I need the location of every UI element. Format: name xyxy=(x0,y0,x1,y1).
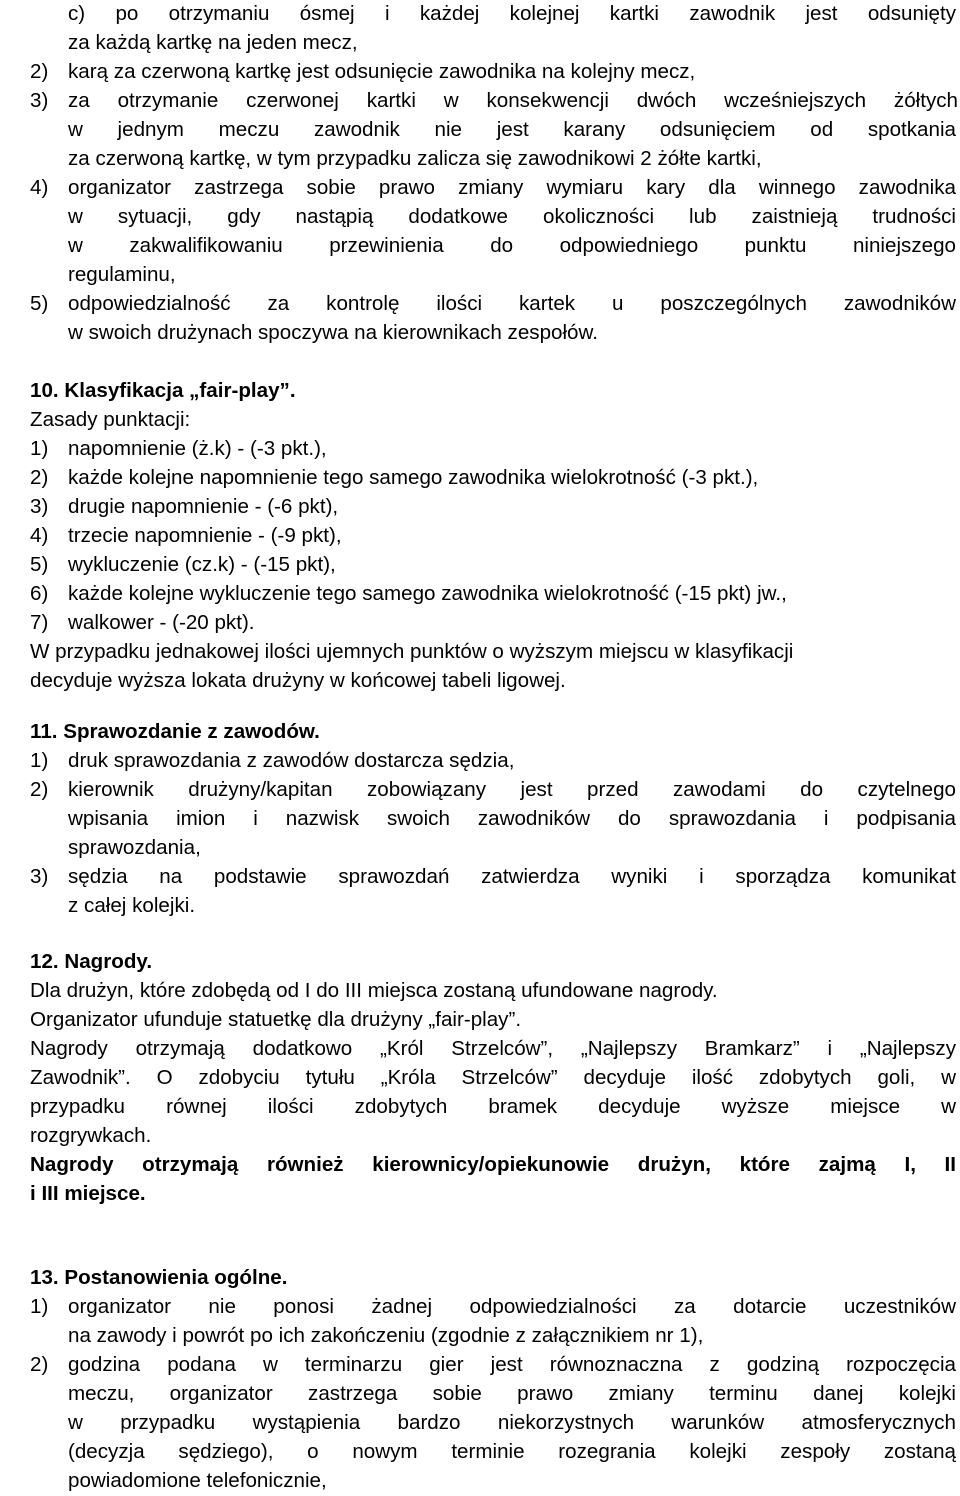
item-number: 6) xyxy=(30,582,49,606)
item-text: powiadomione telefonicznie, xyxy=(68,1469,327,1493)
list-item xyxy=(0,464,960,493)
item-text: wykluczenie (cz.k) - (-15 pkt), xyxy=(68,553,336,577)
item-text: trzecie napomnienie - (-9 pkt), xyxy=(68,524,342,548)
list-item xyxy=(0,435,960,464)
item-text: każde kolejne wykluczenie tego samego zawodnika wielokrotność (-15 pkt) jw., xyxy=(68,582,787,606)
paragraph-line: rozgrywkach. xyxy=(30,1124,152,1148)
item-text: każde kolejne napomnienie tego samego zawodnika wielokrotność (-3 pkt.), xyxy=(68,466,759,490)
text-line xyxy=(0,406,960,435)
item-number: 5) xyxy=(30,292,49,316)
item-text: (decyzja sędziego), o nowym terminie rozegrania kolejki zespoły zostaną xyxy=(68,1440,956,1463)
item-text: w jednym meczu zawodnik nie jest karany odsunięciem od spotkania xyxy=(68,118,956,141)
text-line xyxy=(0,1006,960,1035)
section-note: decyduje wyższa lokata drużyny w końcowej tabeli ligowej. xyxy=(30,669,566,693)
list-item xyxy=(0,776,960,805)
item-number: 2) xyxy=(30,778,49,802)
item-number: 1) xyxy=(30,437,49,461)
item-text: w zakwalifikowaniu przewinienia do odpowiedniego punktu niniejszego xyxy=(68,234,956,257)
item-number: 2) xyxy=(30,466,49,490)
item-text: godzina podana w terminarzu gier jest równoznaczna z godziną rozpoczęcia xyxy=(68,1353,956,1376)
item-text: organizator nie ponosi żadnej odpowiedzialności za dotarcie uczestników xyxy=(68,1295,956,1318)
item-number: 1) xyxy=(30,1295,49,1319)
list-item xyxy=(0,580,960,609)
item-text: walkower - (-20 pkt). xyxy=(68,611,255,635)
item-text: sprawozdania, xyxy=(68,836,201,860)
list-item xyxy=(0,290,960,319)
item-number: 3) xyxy=(30,495,49,519)
text-line xyxy=(0,1064,960,1093)
item-text: w swoich drużynach spoczywa na kierownikach zespołów. xyxy=(68,321,598,345)
paragraph-line: Dla drużyn, które zdobędą od I do III miejsca zostaną ufundowane nagrody. xyxy=(30,979,718,1003)
section-title: 12. Nagrody. xyxy=(30,950,153,974)
item-c-line-1: c) po otrzymaniu ósmej i każdej kolejnej kartki zawodnik jest odsunięty xyxy=(68,2,956,25)
text-line xyxy=(0,1180,960,1209)
item-text: kierownik drużyny/kapitan zobowiązany jest przed zawodami do czytelnego xyxy=(68,778,956,801)
item-number: 5) xyxy=(30,553,49,577)
section-heading xyxy=(0,948,960,977)
item-number: 2) xyxy=(30,60,49,84)
item-number: 4) xyxy=(30,524,49,548)
item-text: z całej kolejki. xyxy=(68,894,196,918)
list-item xyxy=(0,174,960,203)
text-line xyxy=(0,1093,960,1122)
item-number: 3) xyxy=(30,865,49,889)
text-line xyxy=(0,116,960,145)
text-line xyxy=(0,1380,960,1409)
paragraph-line: Zawodnik”. O zdobyciu tytułu „Króla Strzelców” decyduje ilość zdobytych goli, w xyxy=(30,1066,956,1089)
text-line xyxy=(0,1122,960,1151)
section-heading xyxy=(0,377,960,406)
list-item xyxy=(0,609,960,638)
text-line xyxy=(0,145,960,174)
section-note: W przypadku jednakowej ilości ujemnych punktów o wyższym miejscu w klasyfikacji xyxy=(30,640,794,664)
item-number: 4) xyxy=(30,176,49,200)
item-number: 1) xyxy=(30,749,49,773)
list-item xyxy=(0,1351,960,1380)
list-item xyxy=(0,58,960,87)
item-text: regulaminu, xyxy=(68,263,176,287)
text-line xyxy=(0,977,960,1006)
text-line xyxy=(0,1151,960,1180)
list-item xyxy=(0,522,960,551)
text-line xyxy=(0,1322,960,1351)
bold-paragraph-line: Nagrody otrzymają również kierownicy/opiekunowie drużyn, które zajmą I, II xyxy=(30,1153,956,1176)
bold-paragraph-line: i III miejsce. xyxy=(30,1182,146,1206)
section-intro: Zasady punktacji: xyxy=(30,408,191,432)
section-title: 13. Postanowienia ogólne. xyxy=(30,1266,288,1290)
paragraph-line: Organizator ufunduje statuetkę dla drużyny „fair-play”. xyxy=(30,1008,522,1032)
paragraph-line: Nagrody otrzymają dodatkowo „Król Strzelców”, „Najlepszy Bramkarz” i „Najlepszy xyxy=(30,1037,956,1060)
text-line xyxy=(0,1035,960,1064)
text-line xyxy=(0,1438,960,1467)
item-text: za otrzymanie czerwonej kartki w konsekwencji dwóch wcześniejszych żółtych xyxy=(68,89,958,112)
list-item xyxy=(0,1293,960,1322)
text-line xyxy=(0,232,960,261)
item-number: 7) xyxy=(30,611,49,635)
item-text: w przypadku wystąpienia bardzo niekorzystnych warunków atmosferycznych xyxy=(68,1411,956,1434)
section-heading xyxy=(0,1264,960,1293)
item-text: wpisania imion i nazwisk swoich zawodników do sprawozdania i podpisania xyxy=(68,807,956,830)
text-line xyxy=(0,638,960,667)
text-line xyxy=(0,1467,960,1496)
section-title: 10. Klasyfikacja „fair-play”. xyxy=(30,379,296,403)
text-line xyxy=(0,667,960,696)
item-text: odpowiedzialność za kontrolę ilości kartek u poszczególnych zawodników xyxy=(68,292,956,315)
text-line xyxy=(0,203,960,232)
text-line xyxy=(0,29,960,58)
text-line xyxy=(0,1409,960,1438)
section-heading xyxy=(0,718,960,747)
item-text: na zawody i powrót po ich zakończeniu (zgodnie z załącznikiem nr 1), xyxy=(68,1324,704,1348)
list-item xyxy=(0,493,960,522)
text-line xyxy=(0,319,960,348)
list-item xyxy=(0,747,960,776)
text-line xyxy=(0,805,960,834)
item-text: sędzia na podstawie sprawozdań zatwierdza wyniki i sporządza komunikat xyxy=(68,865,956,888)
item-number: 3) xyxy=(30,89,49,113)
list-item xyxy=(0,87,960,116)
item-text: druk sprawozdania z zawodów dostarcza sędzia, xyxy=(68,749,515,773)
text-line xyxy=(0,834,960,863)
list-item xyxy=(0,551,960,580)
item-text: drugie napomnienie - (-6 pkt), xyxy=(68,495,339,519)
item-text: organizator zastrzega sobie prawo zmiany wymiaru kary dla winnego zawodnika xyxy=(68,176,956,199)
text-line xyxy=(0,0,960,29)
item-text: za czerwoną kartkę, w tym przypadku zalicza się zawodnikowi 2 żółte kartki, xyxy=(68,147,762,171)
item-text: napomnienie (ż.k) - (-3 pkt.), xyxy=(68,437,327,461)
list-item xyxy=(0,863,960,892)
item-text: meczu, organizator zastrzega sobie prawo zmiany terminu danej kolejki xyxy=(68,1382,956,1405)
item-number: 2) xyxy=(30,1353,49,1377)
item-c-line-2: za każdą kartkę na jeden mecz, xyxy=(68,31,358,55)
paragraph-line: przypadku równej ilości zdobytych bramek decyduje wyższe miejsce w xyxy=(30,1095,956,1118)
text-line xyxy=(0,892,960,921)
item-text: w sytuacji, gdy nastąpią dodatkowe okoliczności lub zaistnieją trudności xyxy=(68,205,956,228)
text-line xyxy=(0,261,960,290)
section-title: 11. Sprawozdanie z zawodów. xyxy=(30,720,320,744)
item-text: karą za czerwoną kartkę jest odsunięcie zawodnika na kolejny mecz, xyxy=(68,60,696,84)
